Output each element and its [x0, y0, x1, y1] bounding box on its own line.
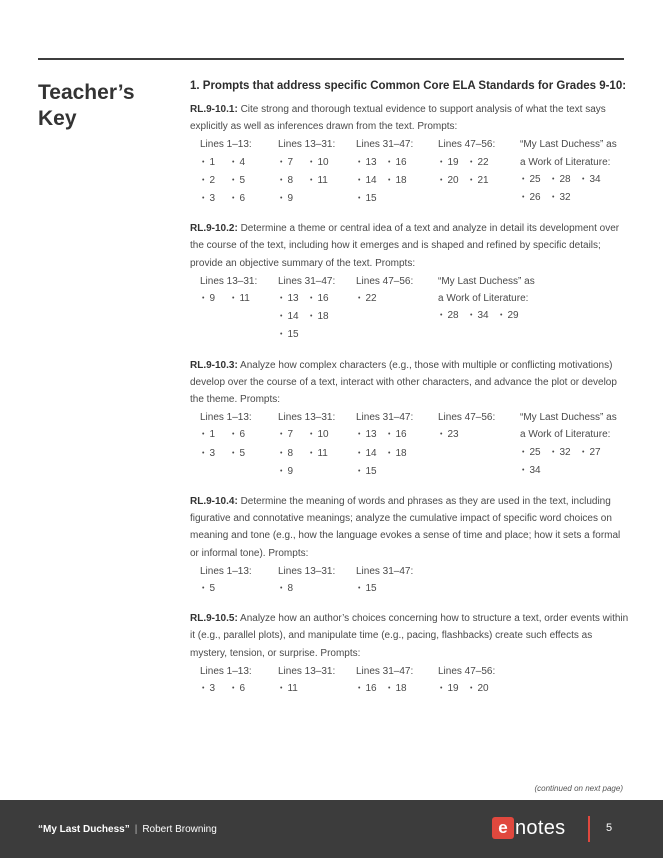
main-content [190, 78, 630, 710]
prompt-list [346, 290, 422, 308]
standard-text: Determine the meaning of words and phrases as they are used in the text, including figurative and connotative meanings; analyze the cumulative impact of specific word choices on meaning and tone (e.g., how the language evokes a sense of time and place; how it sets a formal or informal tone). Prompts: [190, 496, 621, 559]
standard-description [190, 610, 630, 662]
prompt-list [190, 290, 266, 308]
prompt-list [428, 307, 545, 325]
top-rule [38, 58, 624, 60]
standard-code: RL.9-10.2: [190, 223, 238, 235]
prompt-list [190, 580, 266, 598]
prompt-number: • 11 [310, 172, 340, 190]
prompt-number: • 9 [280, 190, 310, 208]
prompt-column [190, 563, 268, 598]
prompt-column-heading: a Work of Literature: [520, 156, 611, 168]
prompt-number: • 14 [358, 172, 388, 190]
prompt-number: • 14 [280, 308, 310, 326]
prompt-number: • 1 [202, 426, 232, 444]
standard-text: Cite strong and thorough textual evidence to support analysis of what the text says explicitly as well as inferences drawn from the text. Prompts: [190, 104, 606, 133]
prompt-columns [190, 409, 630, 481]
prompt-number: • 8 [280, 580, 310, 598]
prompt-number: • 3 [202, 190, 232, 208]
standard-section [190, 493, 630, 598]
prompt-list [510, 171, 627, 207]
prompt-list [346, 680, 422, 698]
prompt-column-heading: Lines 1–13: [200, 565, 252, 577]
prompt-number: • 19 [440, 680, 470, 698]
prompt-number: • 21 [470, 172, 500, 190]
prompt-number: • 29 [500, 307, 530, 325]
prompt-number: • 6 [232, 680, 262, 698]
prompt-column [428, 409, 510, 481]
standard-section [190, 610, 630, 698]
prompt-number: • 13 [358, 426, 388, 444]
footer-author: Robert Browning [142, 824, 217, 835]
prompt-column [428, 273, 543, 345]
standards-list [190, 101, 630, 698]
prompt-list [510, 444, 627, 480]
prompt-columns [190, 563, 630, 598]
prompt-number: • 20 [470, 680, 500, 698]
prompt-number: • 9 [280, 463, 310, 481]
prompt-number: • 26 [522, 189, 552, 207]
prompt-column-heading: Lines 31–47: [278, 275, 336, 287]
prompt-column [268, 273, 346, 345]
standard-text: Analyze how complex characters (e.g., those with multiple or conflicting motivations) develop over the course of a text, interact with other characters, and advance the plot or develop the theme. Prompts: [190, 359, 617, 406]
prompt-number: • 15 [358, 463, 388, 481]
prompt-number: • 10 [310, 154, 340, 172]
prompt-list [268, 580, 344, 598]
prompt-number: • 34 [522, 462, 552, 480]
prompt-number: • 11 [310, 445, 340, 463]
prompt-number: • 27 [582, 444, 612, 462]
prompt-column [190, 409, 268, 481]
prompt-column [346, 273, 428, 345]
prompt-number: • 3 [202, 445, 232, 463]
prompt-column-heading: Lines 31–47: [356, 139, 414, 151]
page-number: 5 [606, 822, 613, 834]
prompt-column-heading: Lines 13–31: [278, 565, 336, 577]
standard-section [190, 357, 630, 481]
prompt-number: • 25 [522, 444, 552, 462]
prompt-number: • 19 [440, 154, 470, 172]
standard-description [190, 101, 630, 135]
prompt-column-heading: “My Last Duchess” as [520, 412, 617, 424]
prompt-list [346, 426, 422, 481]
prompt-number: • 8 [280, 172, 310, 190]
prompt-number: • 34 [582, 171, 612, 189]
prompt-number: • 18 [388, 445, 418, 463]
section-heading: 1. Prompts that address specific Common Core ELA Standards for Grades 9-10: [190, 80, 627, 92]
prompt-column [346, 136, 428, 208]
prompt-list [268, 154, 344, 209]
footer-separator: | [134, 824, 138, 835]
prompt-number: • 18 [388, 680, 418, 698]
prompt-column [268, 663, 346, 698]
prompt-columns [190, 136, 630, 208]
prompt-number: • 8 [280, 445, 310, 463]
enotes-logo-text: notes [515, 816, 566, 839]
prompt-column [268, 136, 346, 208]
prompt-number: • 5 [232, 445, 262, 463]
prompt-number: • 7 [280, 426, 310, 444]
prompt-column-heading: Lines 47–56: [438, 139, 496, 151]
prompt-number: • 32 [552, 444, 582, 462]
standard-code: RL.9-10.4: [190, 496, 238, 508]
standard-description [190, 220, 630, 272]
prompt-column-heading: Lines 13–31: [278, 412, 336, 424]
prompt-column-heading: Lines 13–31: [278, 665, 336, 677]
prompt-number: • 32 [552, 189, 582, 207]
prompt-number: • 16 [358, 680, 388, 698]
prompt-column-heading: Lines 47–56: [438, 412, 496, 424]
prompt-list [428, 680, 504, 698]
prompt-list [268, 426, 344, 481]
prompt-column-heading: Lines 1–13: [200, 139, 252, 151]
prompt-number: • 6 [232, 190, 262, 208]
prompt-number: • 13 [280, 290, 310, 308]
prompt-column [428, 663, 510, 698]
prompt-number: • 16 [388, 154, 418, 172]
prompt-column [428, 136, 510, 208]
standard-code: RL.9-10.3: [190, 359, 238, 371]
prompt-number: • 15 [280, 326, 310, 344]
side-title-line-2: Key [38, 107, 77, 130]
prompt-column-heading: Lines 1–13: [200, 412, 252, 424]
prompt-column-heading: a Work of Literature: [520, 429, 611, 441]
prompt-list [428, 426, 504, 444]
prompt-number: • 6 [232, 426, 262, 444]
prompt-list [190, 426, 266, 462]
standard-text: Determine a theme or central idea of a text and analyze in detail its development over the course of the text, including how it emerges and is shaped and refined by specific details; provide an objective summary of the text. Prompts: [190, 223, 620, 269]
prompt-number: • 25 [522, 171, 552, 189]
prompt-column [190, 663, 268, 698]
prompt-column-heading: Lines 47–56: [356, 275, 414, 287]
prompt-list [428, 154, 504, 190]
prompt-number: • 11 [232, 290, 262, 308]
prompt-number: • 23 [440, 426, 470, 444]
prompt-column-heading: Lines 13–31: [278, 139, 336, 151]
prompt-number: • 28 [440, 307, 470, 325]
prompt-number: • 2 [202, 172, 232, 190]
prompt-number: • 20 [440, 172, 470, 190]
standard-code: RL.9-10.1: [190, 104, 238, 115]
prompt-list [268, 680, 344, 698]
prompt-column [346, 563, 428, 598]
prompt-number: • 16 [310, 290, 340, 308]
standard-code: RL.9-10.5: [190, 613, 238, 625]
prompt-column [190, 136, 268, 208]
prompt-number: • 34 [470, 307, 500, 325]
prompt-number: • 18 [310, 308, 340, 326]
enotes-logo[interactable] [492, 816, 565, 840]
prompt-column [268, 409, 346, 481]
prompt-number: • 22 [470, 154, 500, 172]
prompt-number: • 28 [552, 171, 582, 189]
prompt-column-heading: a Work of Literature: [438, 293, 529, 305]
prompt-number: • 11 [280, 680, 310, 698]
standard-section [190, 101, 630, 208]
prompt-list [190, 154, 266, 209]
prompt-list [346, 580, 422, 598]
prompt-number: • 16 [388, 426, 418, 444]
footer-work-title: “My Last Duchess” [38, 824, 130, 835]
prompt-column-heading: Lines 1–13: [200, 665, 252, 677]
prompt-number: • 3 [202, 680, 232, 698]
prompt-column [268, 563, 346, 598]
prompt-column-heading: Lines 31–47: [356, 565, 414, 577]
standard-section [190, 220, 630, 344]
footer-title [38, 824, 217, 835]
prompt-number: • 1 [202, 154, 232, 172]
prompt-number: • 18 [388, 172, 418, 190]
standard-text: Analyze how an author’s choices concerning how to structure a text, order events within it (e.g., parallel plots), and manipulate time (e.g., pacing, flashbacks) create such effects as mystery, tension, or surprise. Prompts: [190, 613, 629, 659]
footer [0, 800, 663, 858]
prompt-number: • 22 [358, 290, 388, 308]
prompt-list [268, 290, 344, 345]
standard-description [190, 357, 630, 409]
prompt-number: • 15 [358, 190, 388, 208]
prompt-column-heading: Lines 31–47: [356, 412, 414, 424]
prompt-column-heading: Lines 47–56: [438, 665, 496, 677]
prompt-number: • 4 [232, 154, 262, 172]
prompt-number: • 5 [202, 580, 232, 598]
side-title-line-1: Teacher’s [38, 81, 135, 104]
prompt-number: • 5 [232, 172, 262, 190]
prompt-column-heading: “My Last Duchess” as [520, 139, 617, 151]
prompt-column-heading: “My Last Duchess” as [438, 275, 535, 287]
prompt-column-heading: Lines 13–31: [200, 275, 258, 287]
prompt-number: • 7 [280, 154, 310, 172]
prompt-number: • 10 [310, 426, 340, 444]
enotes-logo-icon: e [492, 817, 514, 839]
footer-divider [588, 816, 590, 842]
prompt-columns [190, 273, 630, 345]
prompt-number: • 9 [202, 290, 232, 308]
prompt-columns [190, 663, 630, 698]
prompt-column-heading: Lines 31–47: [356, 665, 414, 677]
standard-description [190, 493, 630, 562]
prompt-column [346, 663, 428, 698]
prompt-number: • 14 [358, 445, 388, 463]
continued-note: (continued on next page) [534, 784, 623, 793]
prompt-list [346, 154, 422, 209]
prompt-list [190, 680, 266, 698]
prompt-number: • 13 [358, 154, 388, 172]
side-title [38, 80, 178, 132]
prompt-column [510, 136, 625, 208]
prompt-column [190, 273, 268, 345]
prompt-column [346, 409, 428, 481]
prompt-column [510, 409, 625, 481]
prompt-number: • 15 [358, 580, 388, 598]
